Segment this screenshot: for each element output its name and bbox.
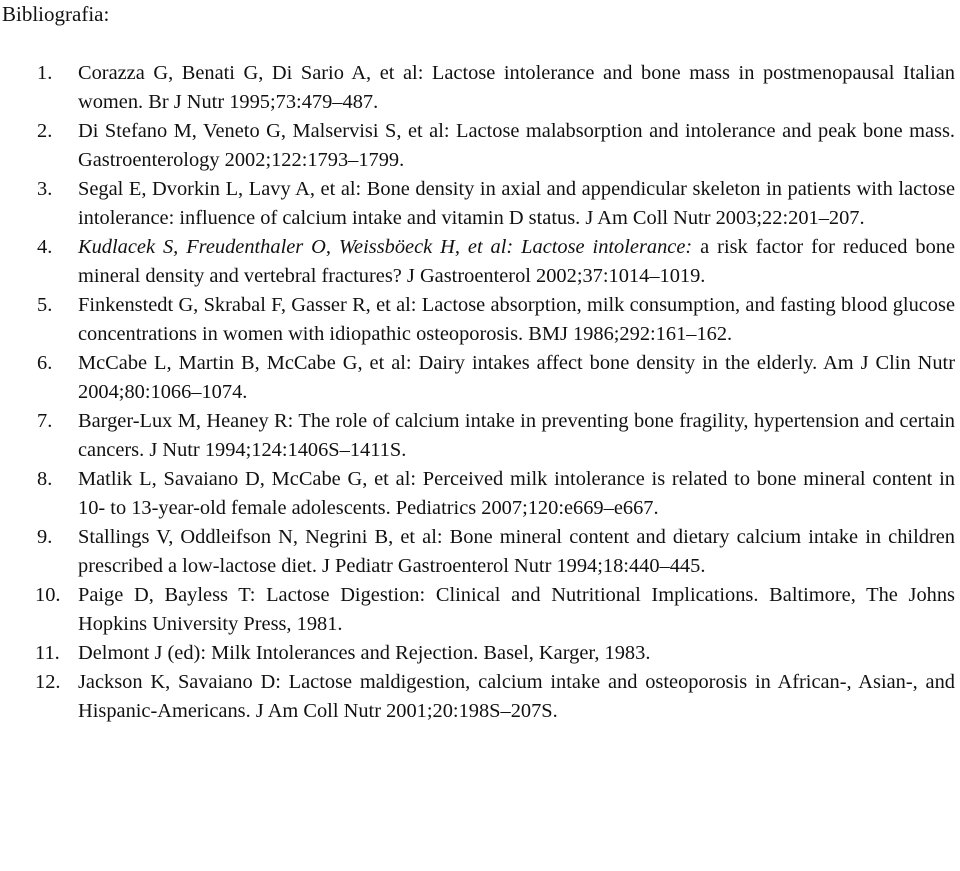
reference-item [0,639,955,668]
reference-item [0,175,955,233]
reference-item [0,523,955,581]
reference-item [0,349,955,407]
reference-number: 9. [37,526,53,548]
reference-item [0,291,955,349]
reference-item [0,117,955,175]
reference-item [0,59,955,117]
reference-text: Stallings V, Oddleifson N, Negrini B, et al: Bone mineral content and dietary calcium intake in children prescribed a low-lactose diet. J Pediatr Gastroenterol Nutr 1994;18:440–445. [78,526,955,577]
reference-text: Segal E, Dvorkin L, Lavy A, et al: Bone density in axial and appendicular skeleton in patients with lactose intolerance: influence of calcium intake and vitamin D status. J Am Coll Nutr 2003;22:201–207. [78,178,955,229]
reference-number: 4. [37,236,53,258]
reference-number: 8. [37,468,53,490]
reference-item [0,233,955,291]
reference-list [0,59,955,726]
reference-item [0,581,955,639]
page-title: Bibliografia: [2,2,110,26]
reference-number: 10. [35,584,61,606]
reference-italic-text: Kudlacek S, Freudenthaler O, Weissböeck H, et al: Lactose intolerance: [78,236,693,258]
reference-number: 12. [35,671,61,693]
reference-text: a risk factor for reduced bone mineral density and vertebral fractures? J Gastroenterol 2002;37:1014–1019. [78,236,956,287]
reference-text: Barger-Lux M, Heaney R: The role of calcium intake in preventing bone fragility, hypertension and certain cancers. J Nutr 1994;124:1406S–1411S. [78,410,955,461]
reference-text: Jackson K, Savaiano D: Lactose maldigestion, calcium intake and osteoporosis in African-, Asian-, and Hispanic-Americans. J Am Coll Nutr 2001;20:198S–207S. [78,671,955,722]
reference-text: Corazza G, Benati G, Di Sario A, et al: Lactose intolerance and bone mass in postmenopausal Italian women. Br J Nutr 1995;73:479–487. [78,62,955,113]
reference-text: Matlik L, Savaiano D, McCabe G, et al: Perceived milk intolerance is related to bone mineral content in 10- to 13-year-old female adolescents. Pediatrics 2007;120:e669–e667. [78,468,955,519]
reference-text: McCabe L, Martin B, McCabe G, et al: Dairy intakes affect bone density in the elderly. Am J Clin Nutr 2004;80:1066–1074. [78,352,955,403]
reference-number: 5. [37,294,53,316]
reference-number: 2. [37,120,53,142]
reference-text: Di Stefano M, Veneto G, Malservisi S, et al: Lactose malabsorption and intolerance and peak bone mass. Gastroenterology 2002;122:1793–1799. [78,120,955,171]
reference-number: 6. [37,352,53,374]
reference-number: 1. [37,62,53,84]
reference-item [0,407,955,465]
reference-number: 3. [37,178,53,200]
reference-item [0,668,955,726]
reference-text: Paige D, Bayless T: Lactose Digestion: Clinical and Nutritional Implications. Baltimore, The Johns Hopkins University Press, 1981. [78,584,955,635]
reference-text: Delmont J (ed): Milk Intolerances and Rejection. Basel, Karger, 1983. [78,642,651,664]
reference-text: Finkenstedt G, Skrabal F, Gasser R, et al: Lactose absorption, milk consumption, and fasting blood glucose concentrations in women with idiopathic osteoporosis. BMJ 1986;292:161–162. [78,294,955,345]
reference-item [0,465,955,523]
reference-number: 11. [35,642,60,664]
reference-number: 7. [37,410,53,432]
